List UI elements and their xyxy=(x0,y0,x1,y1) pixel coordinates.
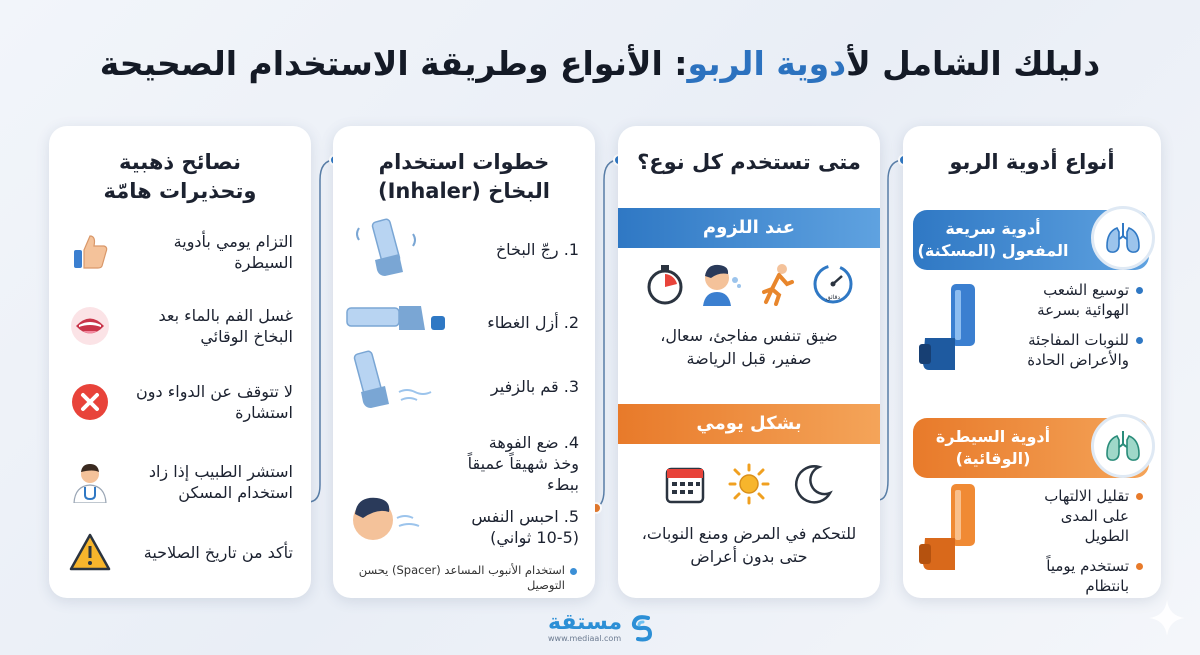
card-when-to-use xyxy=(618,126,880,598)
remove-cap-illustration xyxy=(343,296,453,346)
bullet-item: توسيع الشعب الهوائية بسرعة xyxy=(1023,280,1143,320)
hold-breath-illustration xyxy=(347,490,427,550)
card-medication-types xyxy=(903,126,1161,598)
shake-inhaler-illustration xyxy=(347,214,427,284)
blue-inhaler-icon xyxy=(915,278,995,378)
sparkle-decoration xyxy=(1147,598,1187,638)
doctor-icon xyxy=(67,459,113,505)
brand-text xyxy=(548,612,622,643)
card-title: نصائح ذهبية وتحذيرات هامّة xyxy=(103,150,257,203)
mouth-icon xyxy=(67,303,113,349)
tip-text: استشر الطبيب إذا زاد استخدام المسكن xyxy=(148,462,293,502)
step-1: 1. رجّ البخاخ xyxy=(495,240,579,259)
title-highlight: أدوية الربو xyxy=(687,44,847,83)
reliever-label: أدوية سريعة المفعول (المسكنة) xyxy=(917,219,1069,260)
page-title xyxy=(0,44,1200,83)
exhale-illustration xyxy=(345,348,435,418)
brand-mark-icon xyxy=(628,613,656,643)
moon-icon xyxy=(791,462,835,506)
step-5: 5. احبس النفس (5-10 ثواني) xyxy=(471,507,579,547)
bullet-item: تستخدم يومياً بانتظام xyxy=(1018,556,1143,596)
sun-icon xyxy=(727,462,771,506)
warning-icon xyxy=(67,529,113,575)
step-4: 4. ضع الفوهة وخذ شهيقاً عميقاً ببطء xyxy=(467,433,579,494)
reliever-bullets xyxy=(1023,280,1143,380)
tip-text: غسل الفم بالماء بعد البخاخ الوقائي xyxy=(158,306,293,346)
tip-item xyxy=(67,452,293,512)
controller-label: أدوية السيطرة (الوقائية) xyxy=(935,427,1051,468)
tip-text: لا تتوقف عن الدواء دون استشارة xyxy=(136,382,293,422)
daily-icons xyxy=(618,462,880,506)
spacer-note: استخدام الأنبوب المساعد (Spacer) يحسن التوصيل xyxy=(355,563,565,593)
runner-icon xyxy=(755,262,799,306)
tip-text: التزام يومي بأدوية السيطرة xyxy=(173,232,293,272)
coughing-person-icon xyxy=(699,262,743,306)
controller-bullets xyxy=(1018,486,1143,606)
tip-item xyxy=(67,372,293,432)
tip-text: تأكد من تاريخ الصلاحية xyxy=(143,542,293,562)
daily-text: للتحكم في المرض ومنع النوبات، حتى بدون أعراض xyxy=(641,524,857,566)
timer-icon xyxy=(811,262,855,306)
brand-logo xyxy=(548,612,656,643)
title-part-2: : الأنواع وطريقة الاستخدام الصحيحة xyxy=(99,44,688,83)
as-needed-band: عند اللزوم xyxy=(618,208,880,248)
title-part-1: دليلك الشامل ل xyxy=(846,44,1101,83)
tip-item xyxy=(67,296,293,356)
card-title: خطوات استخدام البخاخ (Inhaler) xyxy=(377,150,551,203)
timer-label: دقائق xyxy=(825,294,841,301)
lungs-icon xyxy=(1091,206,1155,270)
calendar-icon xyxy=(663,462,707,506)
reliever-type-pill xyxy=(913,210,1149,270)
as-needed-text: ضيق تنفس مفاجئ، سعال، صفير، قبل الرياضة xyxy=(660,326,838,368)
card-tips-warnings xyxy=(49,126,311,598)
stopwatch-icon xyxy=(643,262,687,306)
stop-x-icon xyxy=(67,379,113,425)
orange-inhaler-icon xyxy=(915,478,995,578)
bullet-item: تقليل الالتهاب على المدى الطويل xyxy=(1018,486,1143,546)
daily-band: بشكل يومي xyxy=(618,404,880,444)
as-needed-icons xyxy=(618,262,880,306)
bullet-item: للنوبات المفاجئة والأعراض الحادة xyxy=(1023,330,1143,370)
brand-url: www.mediaal.com xyxy=(548,634,622,643)
card-inhaler-steps xyxy=(333,126,595,598)
tip-item xyxy=(67,222,293,282)
lungs-icon xyxy=(1091,414,1155,478)
tip-item xyxy=(67,522,293,582)
step-2: 2. أزل الغطاء xyxy=(487,313,579,332)
thumbs-up-icon xyxy=(67,229,113,275)
controller-type-pill xyxy=(913,418,1149,478)
step-3: 3. قم بالزفير xyxy=(490,377,579,396)
card-title: أنواع أدوية الربو xyxy=(949,150,1115,174)
brand-name: مستقة xyxy=(548,610,623,635)
card-title: متى تستخدم كل نوع؟ xyxy=(637,150,861,174)
